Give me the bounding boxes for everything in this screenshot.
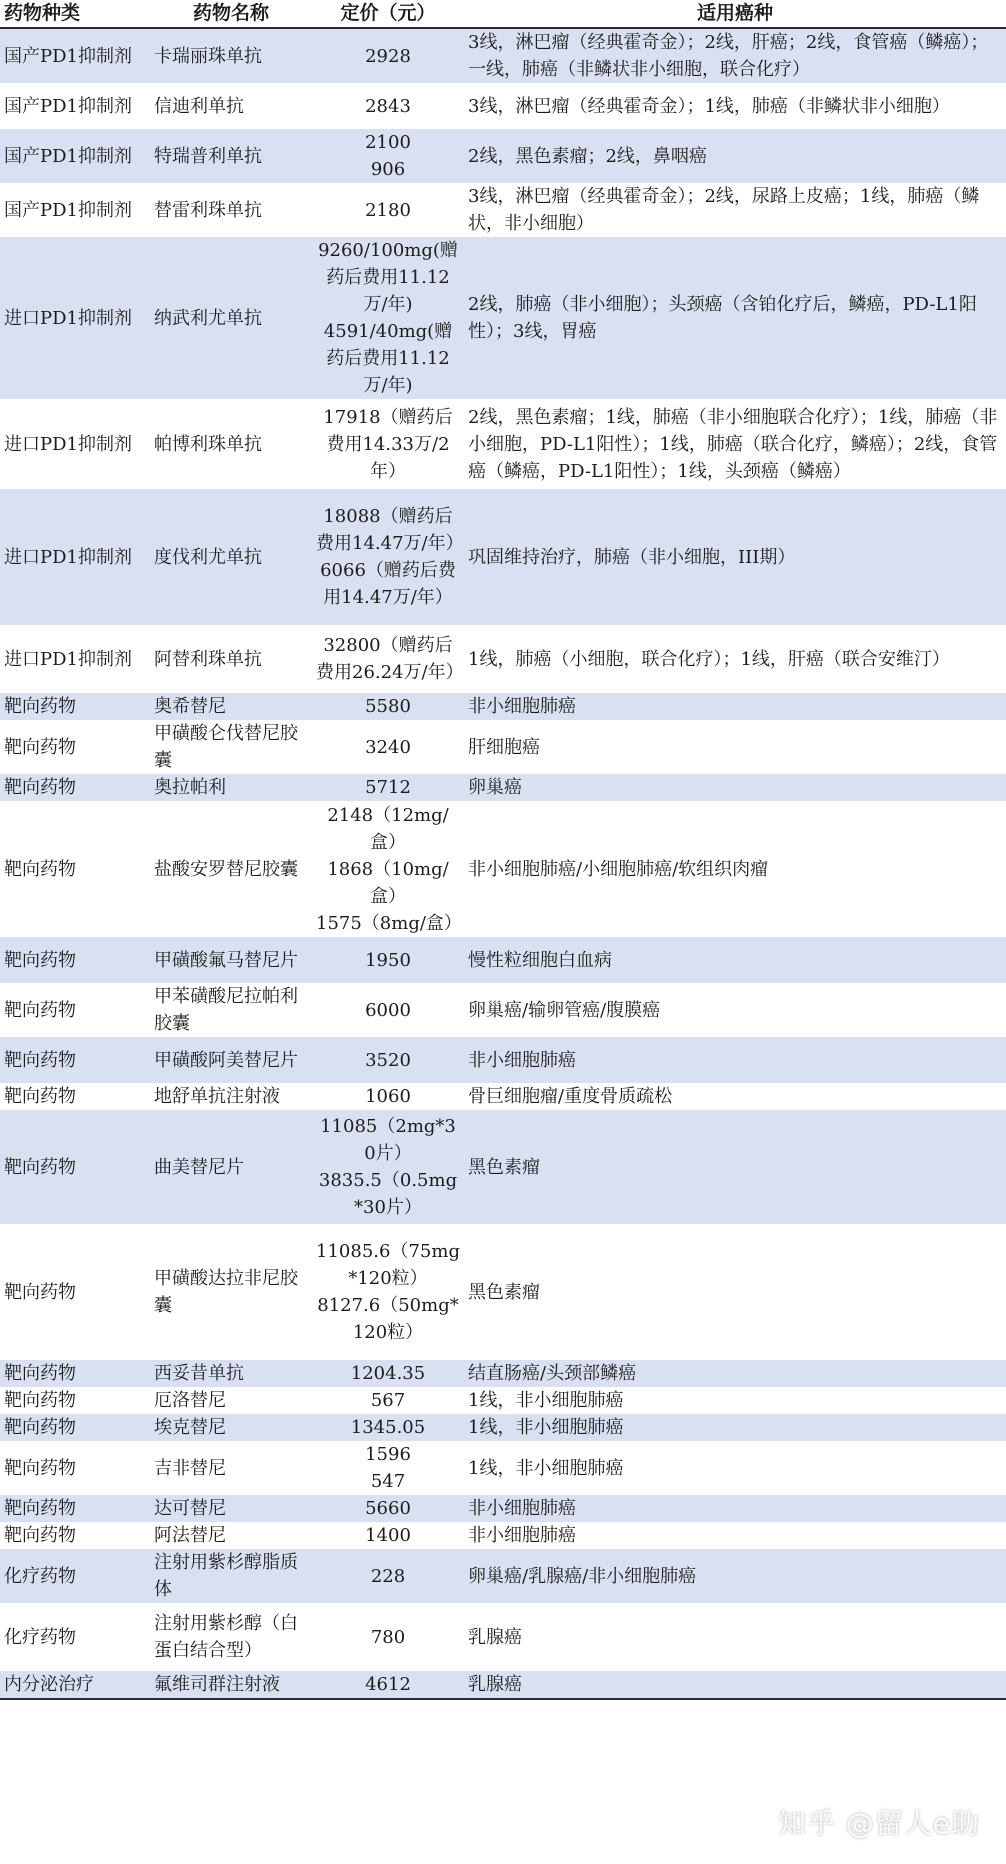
drug-price-cell <box>312 801 464 937</box>
indication-cell: 3线，淋巴瘤（经典霍奇金）；2线，尿路上皮癌；1线，肺癌（鳞状，非小细胞） <box>464 183 1006 237</box>
drug-price-cell <box>312 1495 464 1522</box>
table-row <box>0 1083 1006 1110</box>
drug-price-cell <box>312 1522 464 1549</box>
drug-name-cell: 甲磺酸仑伐替尼胶囊 <box>150 720 312 774</box>
price-line: 2148（12mg/盒） <box>327 804 449 853</box>
price-line: 11085.6（75mg*120粒） <box>316 1241 460 1289</box>
drug-price-cell <box>312 937 464 983</box>
drug-price-cell <box>312 1037 464 1083</box>
drug-name-cell: 厄洛替尼 <box>150 1387 312 1414</box>
table-header-row <box>0 0 1006 28</box>
price-line: 5580 <box>365 696 411 717</box>
drug-name-cell: 甲磺酸氟马替尼片 <box>150 937 312 983</box>
table-row <box>0 1387 1006 1414</box>
table-row <box>0 1224 1006 1360</box>
price-line: 4612 <box>365 1674 411 1695</box>
drug-name-cell: 阿法替尼 <box>150 1522 312 1549</box>
drug-price-cell <box>312 774 464 801</box>
drug-category-cell: 靶向药物 <box>0 1224 150 1360</box>
indication-cell: 巩固维持治疗，肺癌（非小细胞，III期） <box>464 489 1006 625</box>
price-line: 1345.05 <box>350 1417 426 1438</box>
drug-category-cell: 靶向药物 <box>0 1037 150 1083</box>
table-row <box>0 1360 1006 1387</box>
table-row <box>0 1414 1006 1441</box>
drug-price-cell <box>312 28 464 83</box>
drug-name-cell: 阿替利珠单抗 <box>150 625 312 693</box>
drug-name-cell: 注射用紫杉醇（白蛋白结合型） <box>150 1603 312 1671</box>
table-row <box>0 1603 1006 1671</box>
indication-cell: 非小细胞肺癌 <box>464 693 1006 720</box>
drug-category-cell: 靶向药物 <box>0 1414 150 1441</box>
drug-name-cell: 甲磺酸达拉非尼胶囊 <box>150 1224 312 1360</box>
indication-cell: 非小细胞肺癌 <box>464 1522 1006 1549</box>
price-line: 32800（赠药后费用26.24万/年） <box>316 635 464 683</box>
drug-category-cell: 进口PD1抑制剂 <box>0 489 150 625</box>
price-line: 1060 <box>365 1086 411 1107</box>
indication-cell: 肝细胞癌 <box>464 720 1006 774</box>
table-row <box>0 183 1006 237</box>
table-row <box>0 489 1006 625</box>
indication-cell: 2线，黑色素瘤；1线，肺癌（非小细胞联合化疗）；1线，肺癌（非小细胞，PD-L1阳性）；1线，肺癌（联合化疗，鳞癌）；2线，食管癌（鳞癌，PD-L1阳性）；1线，头颈癌（鳞癌） <box>464 399 1006 489</box>
drug-category-cell: 靶向药物 <box>0 801 150 937</box>
drug-name-cell: 氟维司群注射液 <box>150 1671 312 1699</box>
drug-category-cell: 国产PD1抑制剂 <box>0 28 150 83</box>
drug-category-cell: 国产PD1抑制剂 <box>0 83 150 129</box>
price-line: 1950 <box>365 949 411 971</box>
drug-category-cell: 进口PD1抑制剂 <box>0 625 150 693</box>
price-line: 780 <box>370 1626 406 1648</box>
price-line: 228 <box>370 1565 406 1587</box>
drug-name-cell: 纳武利尤单抗 <box>150 237 312 399</box>
drug-category-cell: 靶向药物 <box>0 1522 150 1549</box>
price-line: 5660 <box>365 1498 411 1519</box>
drug-name-cell: 特瑞普利单抗 <box>150 129 312 183</box>
price-line: 4591/40mg(赠药后费用11.12万/年) <box>323 321 453 396</box>
indication-cell: 卵巢癌/输卵管癌/腹膜癌 <box>464 983 1006 1037</box>
indication-cell: 黑色素瘤 <box>464 1224 1006 1360</box>
drug-category-cell: 靶向药物 <box>0 693 150 720</box>
drug-name-cell: 盐酸安罗替尼胶囊 <box>150 801 312 937</box>
price-line: 906 <box>370 159 406 180</box>
indication-cell: 乳腺癌 <box>464 1603 1006 1671</box>
indication-cell: 1线，非小细胞肺癌 <box>464 1441 1006 1495</box>
indication-cell: 1线，肺癌（小细胞，联合化疗）；1线，肝癌（联合安维汀） <box>464 625 1006 693</box>
drug-name-cell: 地舒单抗注射液 <box>150 1083 312 1110</box>
drug-price-cell <box>312 1224 464 1360</box>
zhihu-watermark: 知乎 @留人e助 <box>777 1807 980 1840</box>
indication-cell: 非小细胞肺癌 <box>464 1037 1006 1083</box>
indication-cell: 3线，淋巴瘤（经典霍奇金）；1线，肺癌（非鳞状非小细胞） <box>464 83 1006 129</box>
drug-name-cell: 帕博利珠单抗 <box>150 399 312 489</box>
indication-cell: 2线，肺癌（非小细胞）；头颈癌（含铂化疗后，鳞癌，PD-L1阳性）；3线，胃癌 <box>464 237 1006 399</box>
drug-price-cell <box>312 1387 464 1414</box>
indication-cell: 卵巢癌 <box>464 774 1006 801</box>
table-body <box>0 28 1006 1699</box>
table-row <box>0 625 1006 693</box>
drug-category-cell: 靶向药物 <box>0 720 150 774</box>
table-row <box>0 1495 1006 1522</box>
drug-price-cell <box>312 1671 464 1699</box>
header-name: 药物名称 <box>150 0 312 28</box>
price-line: 2100 <box>365 132 411 153</box>
drug-category-cell: 靶向药物 <box>0 1387 150 1414</box>
header-category: 药物种类 <box>0 0 150 28</box>
drug-price-cell <box>312 489 464 625</box>
drug-category-cell: 进口PD1抑制剂 <box>0 399 150 489</box>
price-line: 6066（赠药后费用14.47万/年） <box>320 560 456 608</box>
drug-category-cell: 靶向药物 <box>0 1360 150 1387</box>
price-line: 3240 <box>365 736 411 758</box>
drug-name-cell: 甲磺酸阿美替尼片 <box>150 1037 312 1083</box>
drug-name-cell: 奥希替尼 <box>150 693 312 720</box>
drug-category-cell: 进口PD1抑制剂 <box>0 237 150 399</box>
price-line: 3520 <box>365 1049 411 1071</box>
price-line: 2180 <box>365 199 411 221</box>
drug-name-cell: 曲美替尼片 <box>150 1110 312 1224</box>
drug-price-cell <box>312 693 464 720</box>
drug-price-cell <box>312 1549 464 1603</box>
drug-price-cell <box>312 83 464 129</box>
drug-name-cell: 西妥昔单抗 <box>150 1360 312 1387</box>
table-row <box>0 28 1006 83</box>
drug-name-cell: 替雷利珠单抗 <box>150 183 312 237</box>
drug-category-cell: 国产PD1抑制剂 <box>0 183 150 237</box>
drug-category-cell: 化疗药物 <box>0 1549 150 1603</box>
drug-price-cell <box>312 983 464 1037</box>
drug-category-cell: 内分泌治疗 <box>0 1671 150 1699</box>
indication-cell: 非小细胞肺癌 <box>464 1495 1006 1522</box>
price-line: 1400 <box>365 1525 411 1546</box>
table-row <box>0 1110 1006 1224</box>
drug-name-cell: 卡瑞丽珠单抗 <box>150 28 312 83</box>
indication-cell: 1线，非小细胞肺癌 <box>464 1387 1006 1414</box>
table-row <box>0 774 1006 801</box>
price-line: 6000 <box>365 999 411 1021</box>
drug-price-cell <box>312 1110 464 1224</box>
price-line: 5712 <box>365 777 411 798</box>
drug-price-cell <box>312 1083 464 1110</box>
table-row <box>0 937 1006 983</box>
table-row <box>0 801 1006 937</box>
price-line: 2928 <box>365 45 411 67</box>
drug-category-cell: 靶向药物 <box>0 1495 150 1522</box>
table-row <box>0 1037 1006 1083</box>
indication-cell: 非小细胞肺癌/小细胞肺癌/软组织肉瘤 <box>464 801 1006 937</box>
drug-category-cell: 靶向药物 <box>0 774 150 801</box>
drug-name-cell: 信迪利单抗 <box>150 83 312 129</box>
drug-name-cell: 度伐利尤单抗 <box>150 489 312 625</box>
drug-name-cell: 甲苯磺酸尼拉帕利胶囊 <box>150 983 312 1037</box>
table-row <box>0 1549 1006 1603</box>
drug-price-cell <box>312 237 464 399</box>
indication-cell: 1线，非小细胞肺癌 <box>464 1414 1006 1441</box>
drug-category-cell: 靶向药物 <box>0 1441 150 1495</box>
price-line: 9260/100mg(赠药后费用11.12万/年) <box>318 240 458 315</box>
drug-category-cell: 靶向药物 <box>0 1110 150 1224</box>
price-line: 567 <box>370 1390 406 1411</box>
price-line: 17918（赠药后费用14.33万/2年） <box>323 406 453 482</box>
table-row <box>0 1522 1006 1549</box>
header-indication: 适用癌种 <box>464 0 1006 28</box>
drug-name-cell: 吉非替尼 <box>150 1441 312 1495</box>
price-line: 3835.5（0.5mg*30片） <box>318 1170 458 1218</box>
table-row <box>0 693 1006 720</box>
drug-price-cell <box>312 720 464 774</box>
indication-cell: 卵巢癌/乳腺癌/非小细胞肺癌 <box>464 1549 1006 1603</box>
price-line: 1596 <box>365 1444 411 1465</box>
table-row <box>0 399 1006 489</box>
drug-category-cell: 靶向药物 <box>0 983 150 1037</box>
table-row <box>0 983 1006 1037</box>
drug-name-cell: 奥拉帕利 <box>150 774 312 801</box>
indication-cell: 乳腺癌 <box>464 1671 1006 1699</box>
indication-cell: 3线，淋巴瘤（经典霍奇金）；2线，肝癌；2线，食管癌（鳞癌）；一线，肺癌（非鳞状非小细胞，联合化疗） <box>464 28 1006 83</box>
indication-cell: 黑色素瘤 <box>464 1110 1006 1224</box>
price-line: 1868（10mg/盒） <box>327 858 449 907</box>
header-price: 定价（元） <box>312 0 464 28</box>
drug-price-cell <box>312 1603 464 1671</box>
table-row <box>0 83 1006 129</box>
price-line: 2843 <box>365 95 411 117</box>
drug-category-cell: 化疗药物 <box>0 1603 150 1671</box>
table-row <box>0 237 1006 399</box>
drug-price-cell <box>312 1441 464 1495</box>
drug-price-cell <box>312 183 464 237</box>
drug-price-cell <box>312 129 464 183</box>
indication-cell: 2线，黑色素瘤；2线，鼻咽癌 <box>464 129 1006 183</box>
price-line: 8127.6（50mg*120粒） <box>317 1295 459 1343</box>
drug-category-cell: 国产PD1抑制剂 <box>0 129 150 183</box>
price-line: 11085（2mg*30片） <box>320 1116 456 1164</box>
indication-cell: 结直肠癌/头颈部鳞癌 <box>464 1360 1006 1387</box>
drug-price-cell <box>312 625 464 693</box>
table-row <box>0 129 1006 183</box>
drug-category-cell: 靶向药物 <box>0 937 150 983</box>
price-line: 1204.35 <box>350 1363 426 1384</box>
indication-cell: 骨巨细胞瘤/重度骨质疏松 <box>464 1083 1006 1110</box>
drug-category-cell: 靶向药物 <box>0 1083 150 1110</box>
table-row <box>0 720 1006 774</box>
price-line: 18088（赠药后费用14.47万/年） <box>316 506 464 554</box>
drug-name-cell: 达可替尼 <box>150 1495 312 1522</box>
indication-cell: 慢性粒细胞白血病 <box>464 937 1006 983</box>
price-line: 547 <box>370 1471 406 1492</box>
table-row <box>0 1671 1006 1699</box>
drug-price-cell <box>312 399 464 489</box>
drug-name-cell: 埃克替尼 <box>150 1414 312 1441</box>
price-line: 1575（8mg/盒） <box>316 912 462 934</box>
drug-price-cell <box>312 1360 464 1387</box>
table-row <box>0 1441 1006 1495</box>
drug-price-cell <box>312 1414 464 1441</box>
drug-name-cell: 注射用紫杉醇脂质体 <box>150 1549 312 1603</box>
